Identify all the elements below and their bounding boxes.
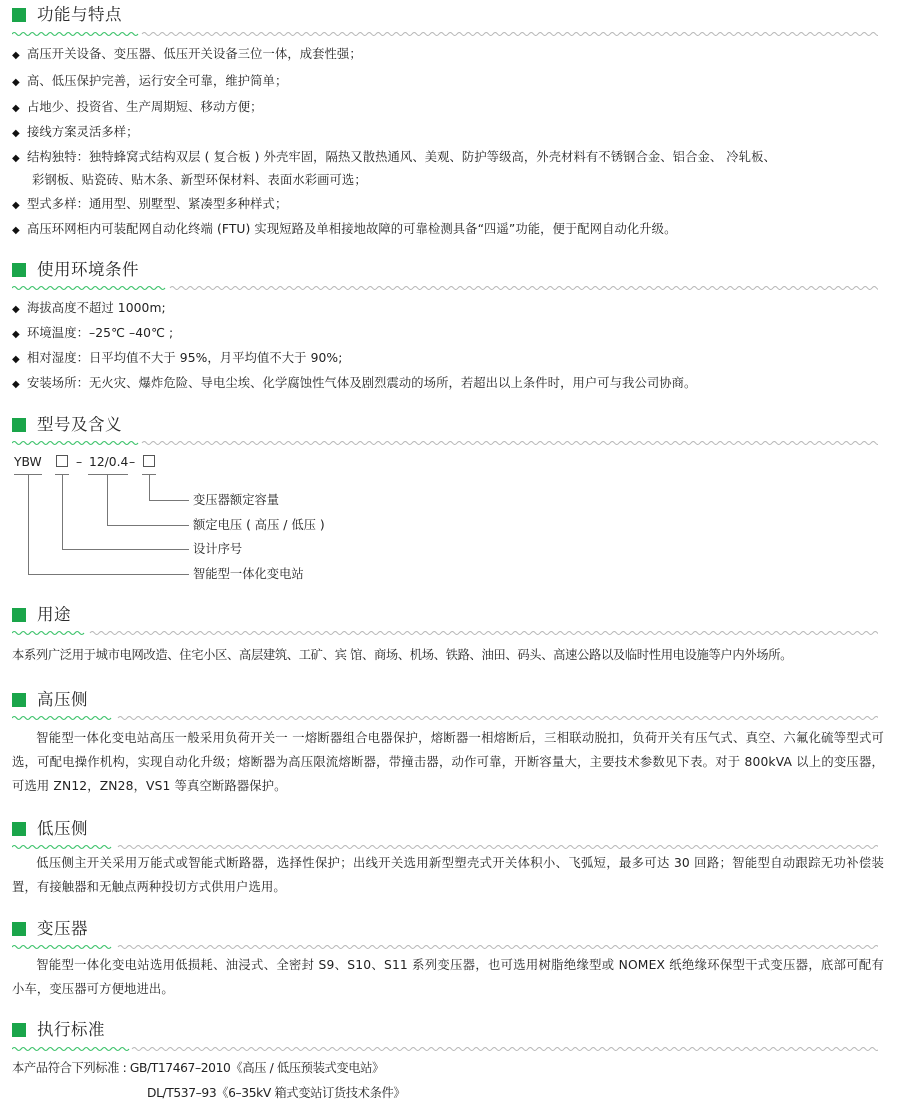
legend-product-type: 智能型一体化变电站 bbox=[193, 567, 304, 581]
legend-design-number: 设计序号 bbox=[193, 542, 243, 556]
green-square-icon bbox=[12, 922, 26, 936]
transformer-text: 智能型一体化变电站选用低损耗、油浸式、全密封 S9、S10、S11 系列变压器，也可选用树脂绝缘型或 NOMEX 纸绝缘环保型干式变压器，底部可配有小车，变压器可方便地进出。 bbox=[12, 958, 884, 996]
diamond-bullet-icon: ◆ bbox=[12, 77, 20, 88]
diamond-bullet-icon: ◆ bbox=[12, 225, 20, 236]
green-square-icon bbox=[12, 263, 26, 277]
list-item: ◆ 结构独特：独特蜂窝式结构双层 ( 复合板 ) 外壳牢固，隔热又散热通风、美观、防护等级高，外壳材料有不锈钢合金、铝合金、 冷轧板、 bbox=[12, 149, 776, 167]
green-square-icon bbox=[12, 418, 26, 432]
section-title: 功能与特点 bbox=[37, 5, 122, 24]
list-item-continuation: 彩钢板、贴瓷砖、贴木条、新型环保材料、表面水彩画可选； bbox=[32, 173, 367, 187]
green-square-icon bbox=[12, 1023, 26, 1037]
green-square-icon bbox=[12, 822, 26, 836]
diamond-bullet-icon: ◆ bbox=[12, 153, 20, 164]
list-item: ◆ 占地少、投资省、生产周期短、移动方便； bbox=[12, 99, 263, 117]
list-item: ◆ 高压环网柜内可装配网自动化终端 (FTU) 实现短路及单相接地故障的可靠检测具备“四遥”功能，便于配网自动化升级。 bbox=[12, 221, 676, 239]
legend-voltage: 额定电压 ( 高压 / 低压 ) bbox=[193, 518, 325, 532]
diamond-bullet-icon: ◆ bbox=[12, 128, 20, 139]
section-title: 执行标准 bbox=[37, 1020, 105, 1039]
green-square-icon bbox=[12, 608, 26, 622]
section-header-features bbox=[12, 3, 122, 27]
legend-capacity: 变压器额定容量 bbox=[193, 493, 280, 507]
standard-item: DL/T537–93《6–35kV 箱式变站订货技术条件》 bbox=[147, 1086, 406, 1100]
model-code-diagram bbox=[0, 445, 400, 595]
dash: – bbox=[129, 455, 136, 469]
diamond-bullet-icon: ◆ bbox=[12, 329, 20, 340]
section-header-lv-side bbox=[12, 817, 88, 841]
list-item: ◆ 高压开关设备、变压器、低压开关设备三位一体，成套性强； bbox=[12, 46, 362, 64]
wavy-divider bbox=[12, 843, 880, 851]
section-title: 用途 bbox=[37, 605, 71, 624]
list-item: ◆ 型式多样：通用型、别墅型、紧凑型多种样式； bbox=[12, 196, 287, 214]
capacity-box bbox=[143, 454, 155, 470]
list-item: ◆ 安装场所：无火灾、爆炸危险、导电尘埃、化学腐蚀性气体及剧烈震动的场所，若超出以上条件时，用户可与我公司协商。 bbox=[12, 375, 696, 393]
wavy-divider bbox=[12, 30, 880, 38]
diamond-bullet-icon: ◆ bbox=[12, 304, 20, 315]
model-prefix: YBW bbox=[14, 455, 42, 469]
wavy-divider bbox=[12, 284, 880, 292]
diamond-bullet-icon: ◆ bbox=[12, 50, 20, 61]
diamond-bullet-icon: ◆ bbox=[12, 354, 20, 365]
section-header-hv-side bbox=[12, 688, 88, 712]
standards-label: 本产品符合下列标准 : bbox=[12, 1061, 130, 1075]
hv-side-text: 智能型一体化变电站高压一般采用负荷开关一 一熔断器组合电器保护，熔断器一相熔断后，三相联动脱扣，负荷开关有压气式、真空、六氟化硫等型式可选，可配电操作机构，实现自动化升级；熔断器为高压限流熔断器，带撞击器，动作可靠，开断容量大，主要技术参数见下表。对于 800kVA 以上的变压器，可选用 ZN12，ZN28，VS1 等真空断路器保护。 bbox=[12, 731, 884, 793]
list-item: ◆ 海拔高度不超过 1000m; bbox=[12, 300, 166, 318]
section-title: 低压侧 bbox=[37, 819, 88, 838]
standards-line bbox=[12, 1060, 384, 1076]
list-item: ◆ 相对湿度：日平均值不大于 95%，月平均值不大于 90%; bbox=[12, 350, 342, 368]
section-header-model bbox=[12, 413, 122, 437]
section-title: 使用环境条件 bbox=[37, 260, 139, 279]
wavy-divider bbox=[12, 629, 880, 637]
green-square-icon bbox=[12, 693, 26, 707]
design-number-box bbox=[56, 454, 68, 470]
section-header-environment bbox=[12, 258, 139, 282]
section-header-standards bbox=[12, 1018, 105, 1042]
section-title: 高压侧 bbox=[37, 690, 88, 709]
section-title: 变压器 bbox=[37, 919, 88, 938]
diamond-bullet-icon: ◆ bbox=[12, 379, 20, 390]
wavy-divider bbox=[12, 943, 880, 951]
list-item: ◆ 接线方案灵活多样； bbox=[12, 124, 139, 142]
section-title: 型号及含义 bbox=[37, 415, 122, 434]
list-item: ◆ 环境温度：–25℃ –40℃ ; bbox=[12, 325, 173, 343]
section-header-usage bbox=[12, 603, 71, 627]
diamond-bullet-icon: ◆ bbox=[12, 103, 20, 114]
list-item: ◆ 高、低压保护完善，运行安全可靠，维护简单； bbox=[12, 73, 287, 91]
usage-text: 本系列广泛用于城市电网改造、住宅小区、高层建筑、工矿、宾 馆、商场、机场、铁路、油田、码头、高速公路以及临时性用电设施等户内外场所。 bbox=[12, 648, 793, 662]
wavy-divider bbox=[12, 1045, 880, 1053]
section-header-transformer bbox=[12, 917, 88, 941]
dash: – bbox=[76, 455, 83, 469]
model-rating: 12/0.4 bbox=[89, 455, 129, 469]
standard-item: GB/T17467–2010《高压 / 低压预装式变电站》 bbox=[129, 1061, 384, 1075]
wavy-divider bbox=[12, 714, 880, 722]
green-square-icon bbox=[12, 8, 26, 22]
diamond-bullet-icon: ◆ bbox=[12, 200, 20, 211]
lv-side-text: 低压侧主开关采用万能式或智能式断路器，选择性保护；出线开关选用新型塑壳式开关体积小、飞弧短，最多可达 30 回路；智能型自动跟踪无功补偿装置，有接触器和无触点两种投切方式供用户选用。 bbox=[12, 856, 884, 894]
